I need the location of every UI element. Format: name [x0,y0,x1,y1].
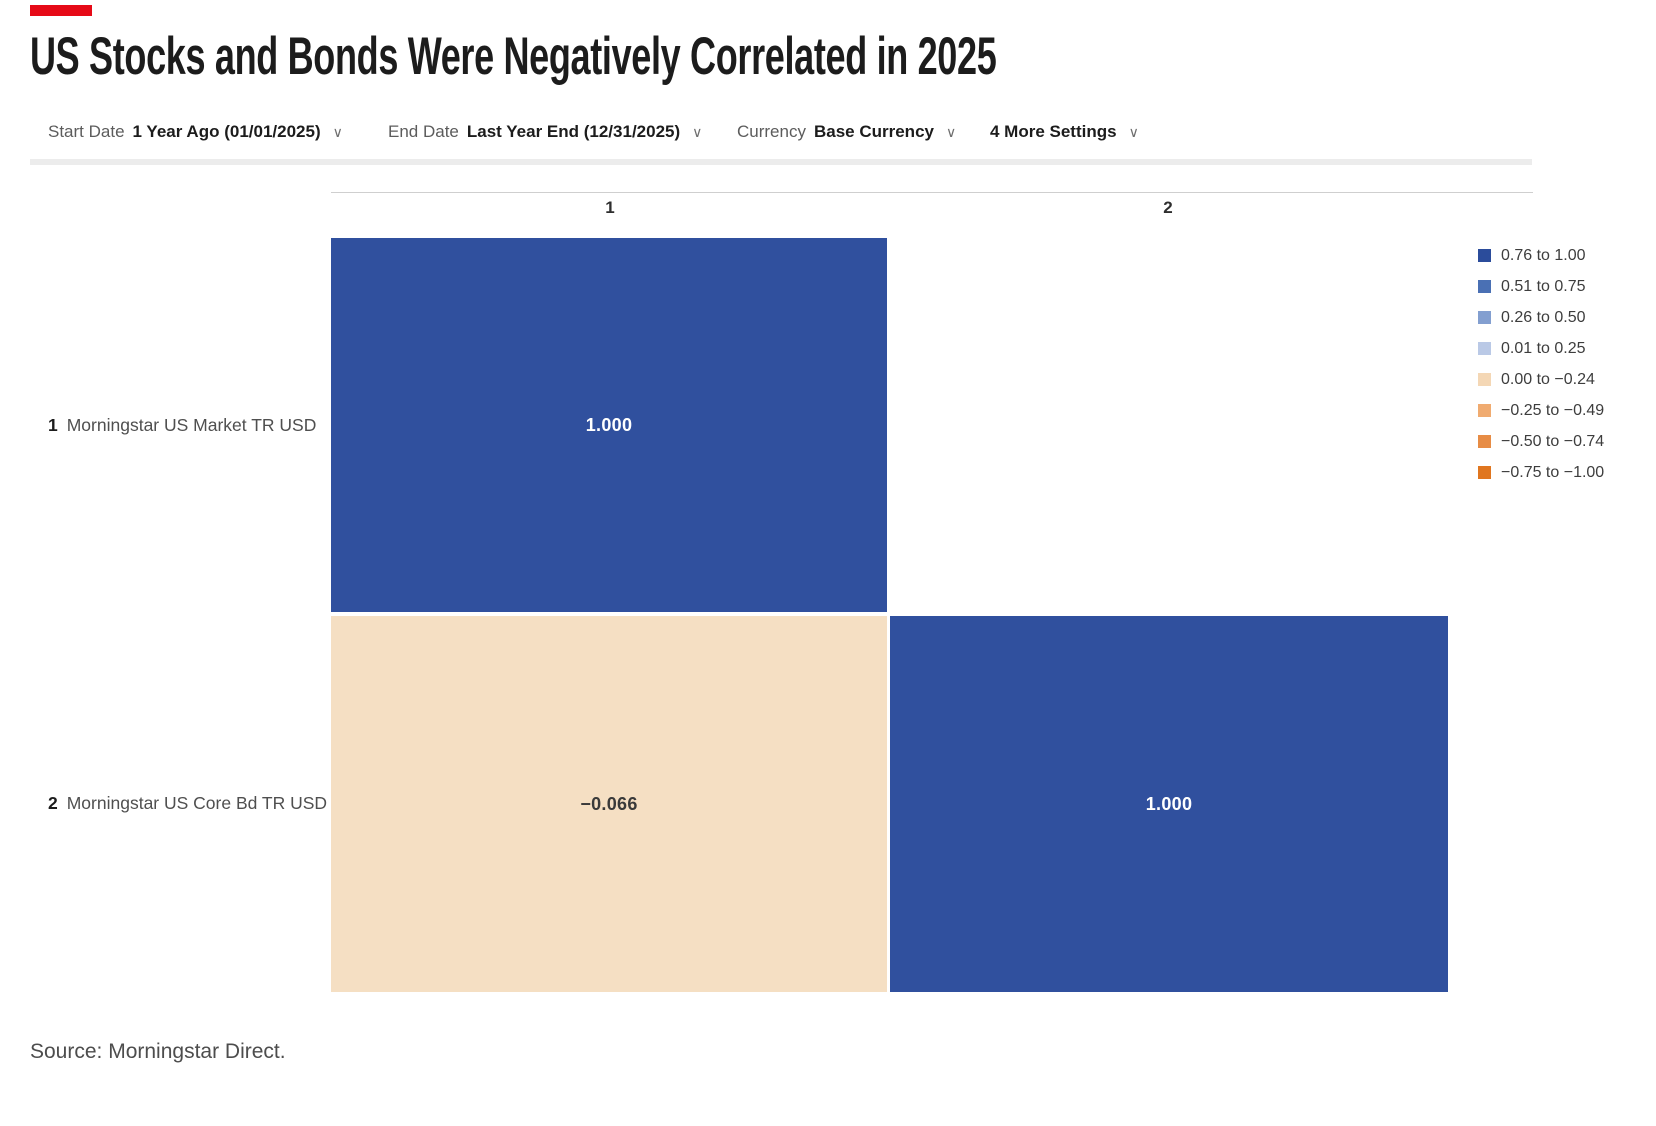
currency-value: Base Currency [813,122,934,141]
more-settings-dropdown[interactable] [990,119,1139,145]
legend-swatch [1478,466,1491,479]
legend-label: −0.25 to −0.49 [1501,401,1605,419]
page-title: US Stocks and Bonds Were Negatively Correlated in 2025 [30,27,997,86]
end-date-label: End Date [388,122,459,141]
legend-label: 0.01 to 0.25 [1501,339,1586,357]
column-header-2: 2 [1163,198,1173,217]
cell-value: 1.000 [585,414,633,435]
legend-swatch [1478,435,1491,448]
currency-dropdown[interactable] [737,119,956,145]
legend-item [1478,395,1653,426]
end-date-dropdown[interactable] [388,119,702,145]
column-header-1: 1 [605,198,615,217]
legend-item [1478,271,1653,302]
legend-label: −0.50 to −0.74 [1501,432,1605,450]
row-label-1 [48,412,316,438]
chevron-down-icon[interactable]: ∨ [692,123,703,140]
legend-item [1478,240,1653,271]
start-date-value: 1 Year Ago (01/01/2025) [132,122,321,141]
legend-swatch [1478,311,1491,324]
start-date-label: Start Date [48,122,125,141]
currency-label: Currency [737,122,806,141]
legend-label: 0.51 to 0.75 [1501,277,1586,295]
start-date-dropdown[interactable] [48,119,343,145]
legend [1478,240,1653,488]
chevron-down-icon[interactable]: ∨ [1128,123,1139,140]
legend-item [1478,333,1653,364]
row-index: 1 [48,415,58,435]
cell-value: −0.066 [580,793,638,814]
end-date-value: Last Year End (12/31/2025) [466,122,681,141]
legend-swatch [1478,280,1491,293]
cell-value: 1.000 [1145,793,1193,814]
legend-label: −0.75 to −1.00 [1501,463,1605,481]
row-label-2 [48,790,327,816]
chart-axis-rule [331,192,1533,193]
more-settings-value: 4 More Settings [990,122,1117,141]
row-index: 2 [48,793,58,813]
chevron-down-icon[interactable]: ∨ [332,123,343,140]
legend-swatch [1478,404,1491,417]
brand-mark [30,5,92,16]
legend-label: 0.76 to 1.00 [1501,246,1586,264]
row-name: Morningstar US Core Bd TR USD [66,793,328,813]
row-name: Morningstar US Market TR USD [66,415,317,435]
legend-label: 0.26 to 0.50 [1501,308,1586,326]
legend-item [1478,426,1653,457]
legend-label: 0.00 to −0.24 [1501,370,1595,388]
legend-item [1478,302,1653,333]
heatmap-cell-2-1[interactable] [331,616,887,992]
legend-swatch [1478,342,1491,355]
legend-item [1478,457,1653,488]
legend-swatch [1478,373,1491,386]
chevron-down-icon[interactable]: ∨ [945,123,957,140]
heatmap-cell-1-1[interactable] [331,238,887,612]
heatmap-cell-2-2[interactable] [890,616,1448,992]
toolbar-divider [30,159,1532,165]
legend-item [1478,364,1653,395]
source-note: Source: Morningstar Direct. [30,1040,286,1063]
legend-swatch [1478,249,1491,262]
